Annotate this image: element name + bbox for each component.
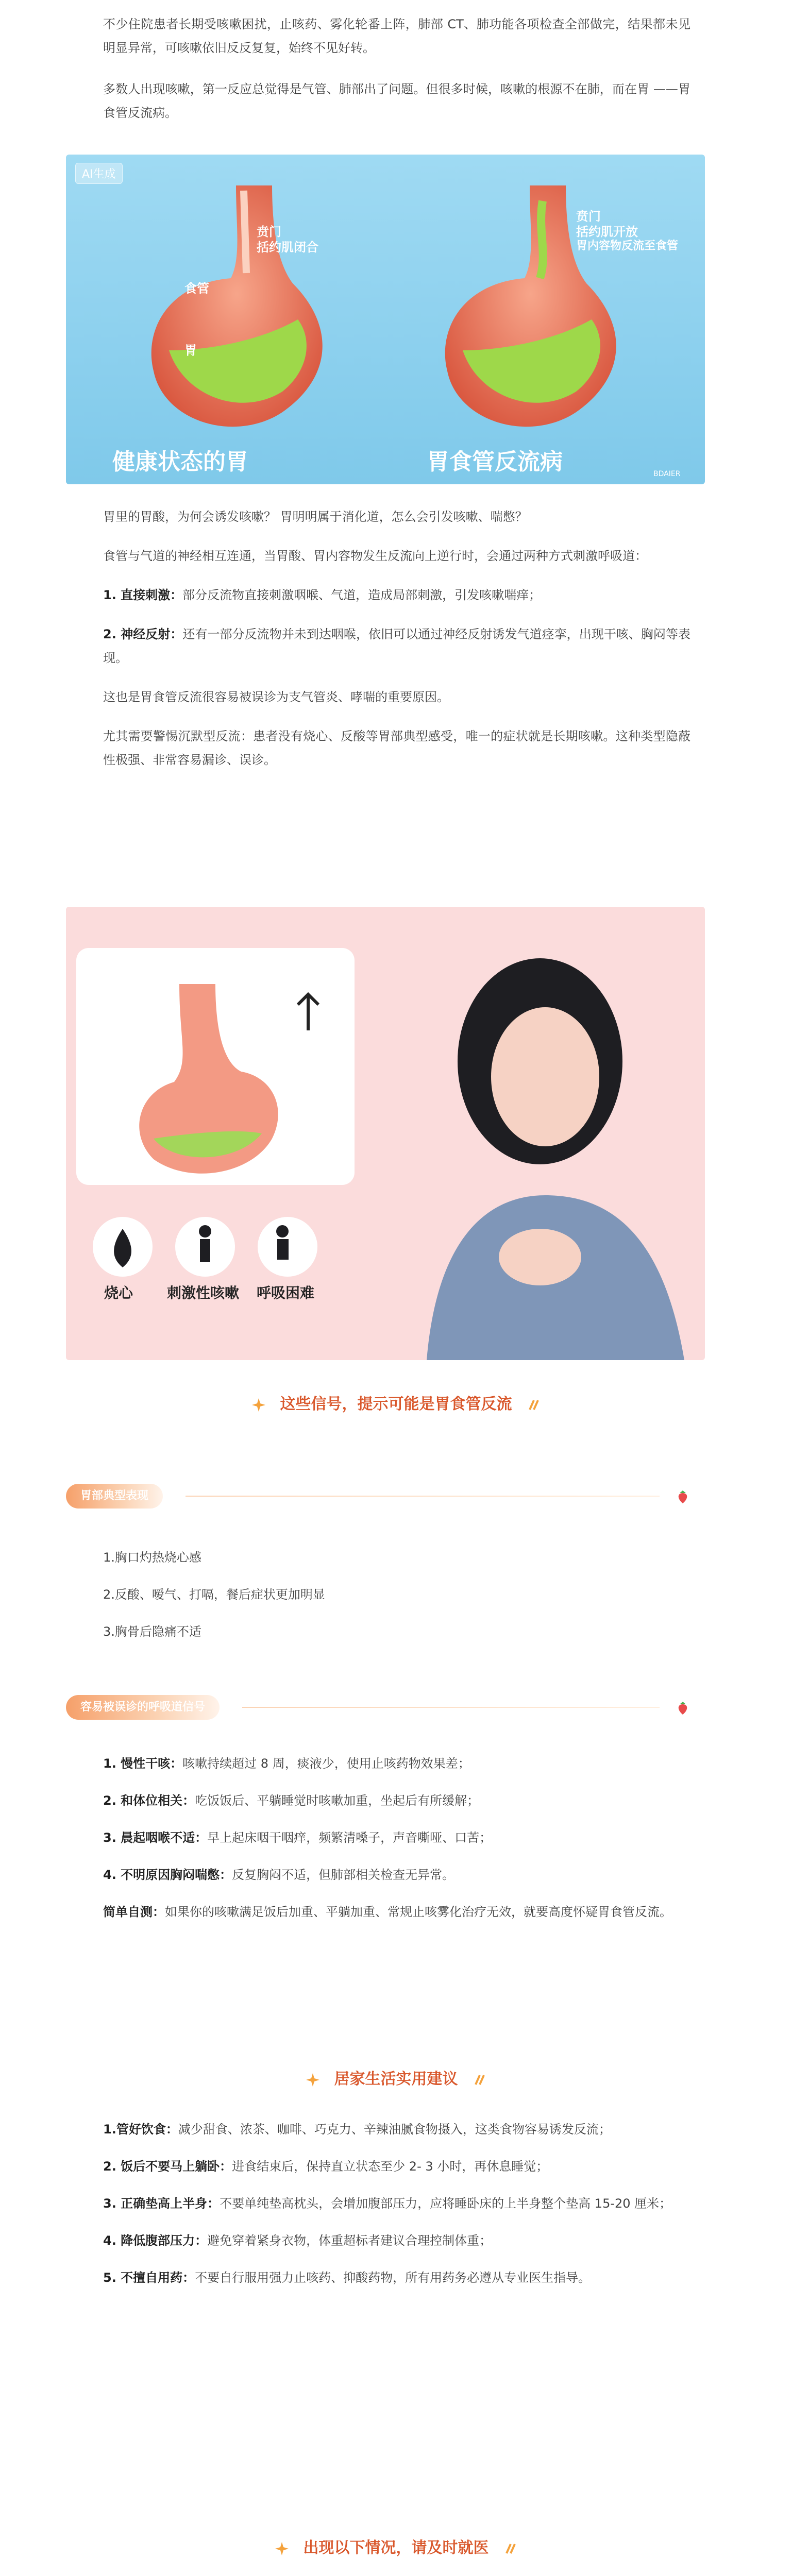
home-care-4: [103, 2229, 690, 2252]
pill-divider-2: [242, 1707, 660, 1708]
self-test-tip: [103, 1900, 690, 1924]
label-stomach: 胃: [184, 343, 197, 358]
question-paragraph: 胃里的胃酸，为何会诱发咳嗽？ 胃明明属于消化道，怎么会引发咳嗽、喘憋？: [103, 510, 528, 524]
symptom-illustration: [66, 907, 705, 1360]
respiratory-signal-1: [103, 1752, 690, 1775]
icon-label-cough: 刺激性咳嗽: [167, 1284, 240, 1301]
mechanism-item-1-text: 部分反流物直接刺激咽喉、气道，造成局部刺激，引发咳嗽喘痒；: [182, 588, 542, 602]
home-care-5-text: 不要自行服用强力止咳药、抑酸药物，所有用药务必遵从专业医生指导。: [195, 2270, 591, 2285]
respiratory-signal-2-title: 2. 和体位相关：: [103, 1793, 195, 1808]
section-title-home-care-text: 居家生活实用建议: [334, 2070, 458, 2088]
pill-divider-1: [186, 1496, 660, 1497]
intro-paragraph-2: 多数人出现咳嗽，第一反应总觉得是气管、肺部出了问题。但很多时候，咳嗽的根源不在肺，而在胃 ——胃食管反流病。: [103, 82, 690, 120]
label-sphincter-closed: 括约肌闭合: [257, 240, 318, 255]
home-care-2-text: 进食结束后，保持直立状态至少 2- 3 小时，再休息睡觉；: [232, 2159, 549, 2174]
reflux-explanation-section: [103, 505, 690, 772]
home-care-4-text: 避免穿着紧身衣物，体重超标者建议合理控制体重；: [207, 2233, 492, 2248]
respiratory-signal-1-title: 1. 慢性干咳：: [103, 1756, 183, 1771]
icon-label-heartburn: 烧心: [104, 1284, 133, 1301]
stomach-symptom-3: 3.胸骨后隐痛不适: [103, 1624, 201, 1639]
ai-generated-tag: AI生成: [75, 163, 123, 184]
healthy-stomach-caption: 健康状态的胃: [112, 449, 248, 475]
misdiagnosis-paragraph: 这也是胃食管反流很容易被误诊为支气管炎、哮喘的重要原因。: [103, 690, 449, 704]
home-care-list: [103, 2117, 690, 2290]
pill-stomach-symptoms: [66, 1484, 163, 1509]
home-care-3-text: 不要单纯垫高枕头，会增加腹部压力，应将睡卧床的上半身整个垫高 15-20 厘米；: [220, 2196, 672, 2211]
respiratory-signal-3-title: 3. 晨起咽喉不适：: [103, 1831, 208, 1845]
stomach-symptom-1: 1.胸口灼热烧心感: [103, 1550, 201, 1565]
symptom-figure: [66, 907, 705, 1360]
slash-deco-icon: [503, 2542, 517, 2555]
mechanism-item-2: [103, 622, 690, 670]
mechanism-item-1-title: 1. 直接刺激：: [103, 588, 183, 602]
stomach-illustration: [66, 155, 705, 484]
home-care-1-text: 减少甜食、浓茶、咖啡、巧克力、辛辣油腻食物摄入，这类食物容易诱发反流；: [178, 2122, 611, 2137]
sparkle-icon: [275, 2542, 289, 2555]
intro-section: [103, 12, 690, 125]
stomach-symptom-list: [103, 1546, 690, 1643]
healthy-stomach-icon: [151, 185, 323, 427]
label-reflux-content: 胃内容物反流至食管: [576, 240, 679, 252]
strawberry-icon: [675, 1489, 690, 1504]
pill-respiratory-signals: [66, 1695, 220, 1720]
respiratory-signal-3: [103, 1826, 690, 1850]
respiratory-signal-2: [103, 1789, 690, 1812]
respiratory-signal-4-text: 反复胸闷不适，但肺部相关检查无异常。: [232, 1868, 455, 1882]
home-care-2: [103, 2155, 690, 2178]
section-title-home-care: [0, 2066, 792, 2089]
stomach-comparison-figure: [66, 155, 705, 484]
figure-watermark: BDAIER: [653, 470, 681, 478]
label-sphincter-open: 括约肌开放: [576, 225, 638, 239]
sparkle-icon: [306, 2073, 319, 2087]
section-title-see-doctor: [0, 2535, 792, 2557]
mechanism-item-2-title: 2. 神经反射：: [103, 627, 183, 641]
section-title-signals-text: 这些信号，提示可能是胃食管反流: [280, 1395, 512, 1413]
respiratory-signal-4-title: 4. 不明原因胸闷喘憋：: [103, 1868, 232, 1882]
intro-paragraph-1: 不少住院患者长期受咳嗽困扰，止咳药、雾化轮番上阵，肺部 CT、肺功能各项检查全部做完，结果都未见明显异常，可咳嗽依旧反反复复，始终不见好转。: [103, 17, 690, 55]
home-care-5: [103, 2266, 690, 2290]
respiratory-signal-1-text: 咳嗽持续超过 8 周，痰液少，使用止咳药物效果差；: [182, 1756, 470, 1771]
label-cardia-left: 贲门: [257, 225, 281, 239]
home-care-1-title: 1.管好饮食：: [103, 2122, 178, 2137]
icon-label-dyspnea: 呼吸困难: [257, 1284, 315, 1301]
home-care-4-title: 4. 降低腹部压力：: [103, 2233, 208, 2248]
label-esophagus: 食管: [184, 281, 209, 296]
self-test-tip-text: 如果你的咳嗽满足饭后加重、平躺加重、常规止咳雾化治疗无效，就要高度怀疑胃食管反流。: [165, 1905, 672, 1919]
self-test-tip-title: 简单自测：: [103, 1905, 165, 1919]
mechanism-item-2-text: 还有一部分反流物并未到达咽喉，依旧可以通过神经反射诱发气道痉挛，出现干咳、胸闷等表现。: [103, 627, 691, 665]
slash-deco-icon: [473, 2073, 486, 2087]
strawberry-icon: [675, 1700, 690, 1716]
respiratory-signal-3-text: 早上起床咽干咽痒，频繁清嗓子，声音嘶哑、口苦；: [207, 1831, 492, 1845]
sparkle-icon: [252, 1398, 265, 1412]
section-title-signals: [0, 1391, 792, 1414]
mechanism-item-1: [103, 583, 690, 607]
respiratory-signal-4: [103, 1863, 690, 1887]
respiratory-signal-list: [103, 1752, 690, 1924]
respiratory-signal-2-text: 吃饭饭后、平躺睡觉时咳嗽加重，坐起后有所缓解；: [195, 1793, 480, 1808]
home-care-3: [103, 2192, 690, 2215]
reflux-stomach-caption: 胃食管反流病: [427, 449, 563, 475]
home-care-3-title: 3. 正确垫高上半身：: [103, 2196, 220, 2211]
home-care-5-title: 5. 不擅自用药：: [103, 2270, 195, 2285]
pill-respiratory-signals-label: 容易被误诊的呼吸道信号: [80, 1701, 206, 1714]
pill-stomach-symptoms-label: 胃部典型表现: [80, 1489, 149, 1502]
mechanism-paragraph: 食管与气道的神经相互连通，当胃酸、胃内容物发生反流向上逆行时，会通过两种方式刺激呼吸道：: [103, 549, 647, 563]
slash-deco-icon: [527, 1398, 540, 1412]
silent-reflux-paragraph: 尤其需要警惕沉默型反流：患者没有烧心、反酸等胃部典型感受，唯一的症状就是长期咳嗽。这种类型隐蔽性极强、非常容易漏诊、误诊。: [103, 729, 690, 767]
home-care-2-title: 2. 饭后不要马上躺卧：: [103, 2159, 232, 2174]
section-title-see-doctor-text: 出现以下情况，请及时就医: [303, 2539, 489, 2557]
stomach-symptom-2: 2.反酸、嗳气、打嗝，餐后症状更加明显: [103, 1587, 325, 1602]
home-care-1: [103, 2117, 690, 2141]
label-cardia-right: 贲门: [576, 209, 601, 224]
